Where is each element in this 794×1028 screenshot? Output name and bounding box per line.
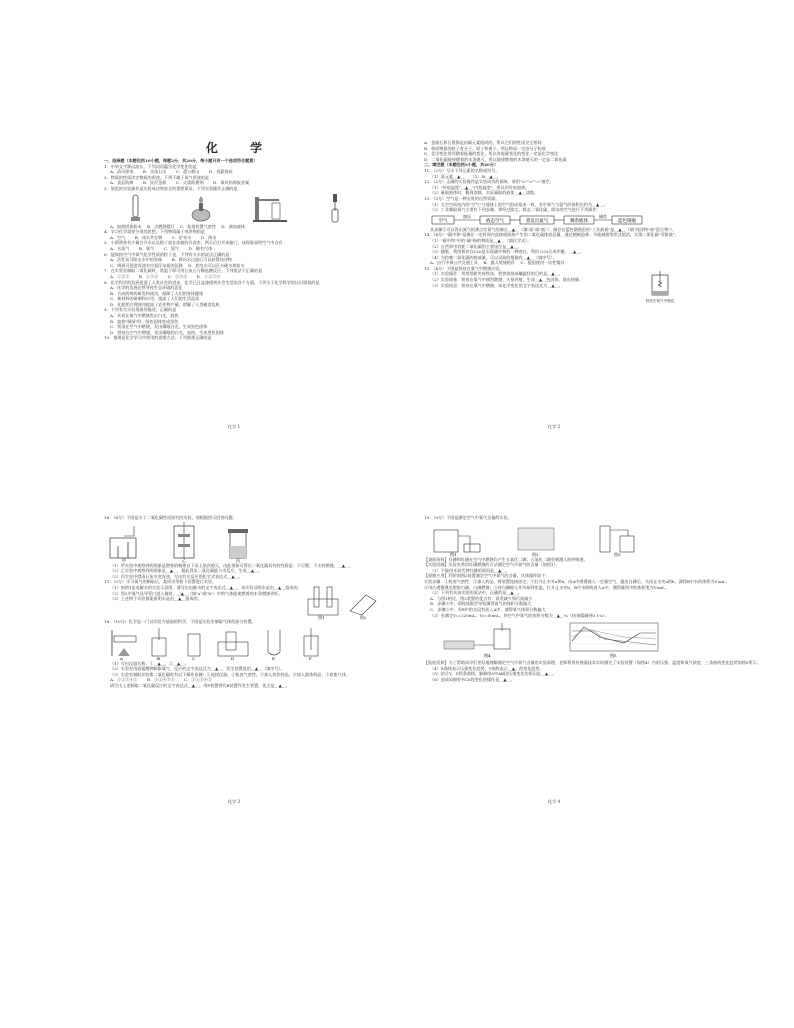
text-line: C．化学变化常伴随着能量的变化，所以有能量变化的变化一定是化学变化: [424, 151, 559, 157]
text-line: （1）"碳中和"中的"碳"指的物质是＿▲＿（填化学式）。: [430, 237, 532, 243]
text-line: 【实验回顾】实验室常用红磷燃烧的方法测定空气中氧气的含量（如图1）。: [424, 562, 560, 568]
figure-2: [518, 528, 554, 557]
figure-3: [600, 526, 634, 557]
svg-text:B: B: [157, 655, 160, 661]
text-line: 6．能保持空气中氧气化学性质的粒子是，下列有关水的说法正确的是: [104, 251, 230, 257]
text-line: （2）实验现象：铁丝在氧气中剧烈燃烧，火星四射，生成＿▲＿色固体，放出热量。: [430, 277, 584, 283]
text-line: A．清风徐来 B．水落石出 C．愚公移山 D．伐薪烧炭: [110, 169, 233, 175]
text-line: D．二氧化碳能使燃着的木条熄灭，所以能使燃着的木条熄灭的一定是二氧化碳: [424, 156, 567, 162]
exam-page-2: [424, 140, 684, 430]
iron-wire-figure: [636, 271, 684, 303]
question-15-block: [424, 271, 684, 303]
text-line: D．铁丝在空气中燃烧，发出耀眼的白光，放热，生成黑色固体: [110, 329, 224, 335]
apparatus-e: [268, 630, 280, 661]
svg-text:E: E: [272, 655, 275, 661]
text-line: 【原理应用】利用如图2装置测定空气中氧气的含量，具体操作如下：: [424, 573, 550, 579]
apparatus-b: [152, 628, 166, 661]
text-line: A．与图1相比，图2装置的优点有：误差减少和污染减少: [430, 595, 533, 601]
text-line: B．步骤④中，仰视读数会导致测得氧气的体积分数偏大: [430, 601, 532, 607]
electrolysis-figures: [302, 585, 382, 619]
diagram-step: 蓝色钢瓶: [618, 218, 636, 224]
text-line: 8．化学科学的发展促进了人类社会的进步，化学已日益渗透到社会生活的各个方面，下列关于化学科学的认识错误的是: [104, 279, 320, 285]
question-17-block: [104, 584, 367, 620]
text-line: A．水蒸气 B．氧气 C．氮气 D．稀有气体: [110, 245, 213, 251]
text-line: 17．（5分）学习氧气的制取后，某同学用如下装置进行实验。: [104, 579, 217, 585]
lab-figures: [104, 193, 364, 223]
text-line: 【拓展延伸】为了帮助同学们更好地理解测定空气中氧气含量的实验原理，老师利用传感器技术实时测定了实验装置（如图4）内的压强、温度和氧气浓度，三条曲线变化趋势如图5所示。: [424, 660, 761, 666]
svg-text:图2: 图2: [532, 551, 539, 557]
text-line: （2）乙实验中观察到的现象是＿▲＿，据此得出二氧化碳能与水反应，生成＿▲＿。: [110, 568, 263, 574]
oxygen-process-diagram: [430, 214, 680, 226]
airtight-check-figure: [252, 193, 290, 223]
figure-label: 图1: [317, 614, 325, 620]
gas-jar-icon: [645, 271, 675, 297]
svg-text:D: D: [231, 655, 235, 661]
text-line: （1）甲实验中观察到的现象是燃着的蜡烛自下而上依次熄灭，由此现象可得出二氧化碳具有的性质是：不可燃、不支持燃烧、＿▲＿。: [110, 562, 354, 568]
text-line: 10．推理是化学学习中常用的思维方法，下列推理正确的是: [104, 335, 212, 341]
text-line: A．空气 B．冰水共存物 C．矿泉水 D．海水: [110, 234, 217, 240]
figure-label: 丙: [236, 557, 240, 563]
text-line: 5．小莉将装有少量白开水以及橙子放在冰箱的冷冻室，两天后打开冰箱门，该现象说明空气中含有: [104, 240, 283, 246]
text-line: （2）实验室用高锰酸钾制取氧气，反应的文字表达式为＿▲＿，发生装置选用＿▲＿（填序号）。: [110, 666, 285, 672]
text-line: A．木炭在氧气中燃烧发出白光，放热: [110, 313, 179, 319]
text-line: 16．（4分）下图是关于二氧化碳性质探究的实验，请根据图示回答问题。: [104, 515, 237, 520]
text-line: （2）下列有关该实验的说法中，正确的是＿▲＿。: [430, 590, 522, 596]
svg-text:A: A: [120, 655, 123, 661]
diagram-step: 蒸发出氮气: [525, 218, 549, 224]
text-line: 1．中华文字源远流长，下列词语蕴含化学变化的是: [104, 163, 197, 169]
gas-apparatus-figures: [104, 626, 354, 660]
diagram-step: 剩余液体: [570, 218, 588, 224]
svg-text:图4: 图4: [484, 653, 491, 659]
text-line: 4．学习化学需要分类的思想，下列物质属于纯净物的是: [104, 229, 205, 235]
text-line: 11．（2分）写出下列元素的名称或符号。: [424, 167, 500, 173]
text-line: 14．（4分）"碳中和"是指在一定时间内直接或间接产生的二氧化碳排放总量，通过植树造林、节能减排等形式抵消，实现二氧化碳"零排放"。: [424, 232, 679, 238]
figure-label: 图2: [359, 614, 367, 620]
text-line: （3）上述两个实验都能说明水是由＿▲＿组成的。: [110, 596, 202, 602]
text-line: A．出行多乘公共交通工具 B．露天焚烧秸秆 C．提倡使用一次性餐具: [430, 260, 565, 266]
apparatus-f: [304, 628, 318, 661]
text-line: （2）图2中氧气从导管口进入量筒，＿▲＿（填"a"或"b"）中的气体能使燃着的木条燃烧更旺。: [110, 590, 283, 596]
text-line: （2）量取液体时，俯视读数，实际量取的液体＿▲＿读数。: [430, 190, 539, 196]
text-line: C．明矾可促进浑浊水中悬浮杂质的沉降 D．肥皂水可以区分硬水和软水: [110, 262, 245, 268]
text-line: 一、选择题（本题包括10小题，每题2分，共20分，每小题只有一个选项符合题意）: [104, 158, 258, 163]
text-line: A．金刚石和石墨都是由碳元素组成的，所以它们的性质完全相同: [424, 140, 542, 145]
page-footer: 化学 2: [547, 424, 561, 429]
text-line: （4）为控制二氧化碳的排放量，可以采取的措施有＿▲＿（填序号）。: [430, 254, 557, 260]
apparatus-c: [188, 634, 200, 661]
text-line: 从步骤②可以得出氮气的沸点比氧气的沸点＿▲＿（填"高"或"低"）；储存在蓝色钢瓶里的"工业液氧"是＿▲＿（填"纯净物"或"混合物"）。: [430, 226, 677, 232]
figure-label: 乙: [182, 557, 186, 563]
exam-page-1: [104, 140, 364, 430]
text-line: 二、填空题（本题包括9小题，共40分）: [424, 162, 499, 168]
text-line: 请写出上述制取二氧化碳反应的文字表达式＿▲＿。用F装置替代B装置作发生装置，优点是＿▲＿。: [110, 682, 290, 688]
experiment-c-figure: [216, 522, 266, 562]
text-line: （3）若测定V₁=220mL，V₂=50mL，则空气中氧气的体积分数为＿▲＿%（结果精确到0.1%）。: [430, 612, 609, 618]
alcohol-lamp-figure: [184, 193, 218, 223]
svg-text:图1: 图1: [450, 551, 457, 557]
test-tube-figure: [121, 193, 151, 223]
text-line: （1）氮元素＿▲＿ （2）Si＿▲＿。: [430, 173, 501, 179]
text-line: B．加热"铜绿"时，绿色固体变成黑色: [110, 318, 179, 324]
diagram-step: 液态空气: [486, 218, 504, 224]
experiment-a-figure: [104, 522, 154, 562]
text-line: （4）X曲线表示压强变化趋势，Y曲线表示＿▲＿的变化趋势。: [430, 665, 544, 671]
text-line: （2）工业制取氧气主要有下列步骤，将经过除尘、除去二氧化碳、除水的空气进行下列操作：: [430, 207, 601, 213]
dropper-figure: [323, 193, 347, 223]
page-footer: 化学 3: [227, 799, 241, 804]
text-line: 【查阅资料】白磷和红磷在空气中燃烧均产生五氧化二磷；五氧化二磷会刺激人的呼吸道。: [424, 556, 588, 562]
svg-text:图5: 图5: [610, 653, 617, 659]
svg-text:C: C: [192, 655, 196, 661]
text-line: 15．（4分）下图是铁丝在氧气中燃烧实验。: [424, 265, 504, 271]
question-17-text: [104, 585, 302, 619]
exam-page-4: [424, 515, 761, 805]
oxygen-content-figures: [424, 522, 674, 556]
text-line: （1）写出仪器名称：①＿▲＿，②＿▲＿。: [110, 660, 189, 666]
text-line: （3）捕集、利用和封存CO₂是实现碳中和的一种途径，利用 CO₂合成甲醇，＿▲＿。: [430, 249, 585, 255]
text-line: A．加热固体粉末 B．点燃酒精灯 C．检查装置气密性 D．滴加液体: [110, 223, 245, 229]
sensor-figures: [424, 619, 674, 659]
text-line: 3．规范的实验操作是实验成功和安全的重要保证，下列实验操作正确的是: [104, 185, 238, 191]
experiment-b-figure: [160, 522, 210, 562]
text-line: 2．物质的性质决定物质的用途，下列不属于氧气用途的是: [104, 174, 209, 180]
svg-text:图3: 图3: [614, 551, 621, 557]
text-line: C．镁条在空气中燃烧，发出耀眼白光，生成黑色固体: [110, 324, 208, 330]
text-line: （3）实验结论：铁丝在氧气中燃烧，该化学变化的文字表达式为＿▲＿。: [430, 282, 563, 288]
figure-caption: 铁丝在氧气中燃烧: [645, 299, 675, 304]
text-line: （6）造成X曲线中CD段变化的操作是＿▲＿。: [430, 676, 515, 682]
text-line: 实验步骤：①检查气密性；②加入药品，将装置连接固定；③打开止水夹a和b，向A中缓慢鼓入一定量空气，露出白磷后，关闭止水夹a和b，测得B中水的体积为V₁mL；: [424, 578, 730, 584]
text-line: A．①②③④⑤ B．①②④③⑤ C．②①③④⑤: [110, 677, 212, 683]
text-line: 13．（3分）空气是一种宝贵的自然资源。: [424, 195, 500, 201]
text-line: 12．（2分）正确的实验操作是实验成功的保障，请用"<"">""="填空。: [424, 179, 554, 185]
figure-5-chart: [570, 623, 658, 658]
text-line: （3）实验室制取并收集二氧化碳时有以下操作步骤：①连接仪器，②检查气密性，③加入块状药品，④加入液体药品，⑤收集气体。: [110, 671, 351, 677]
text-line: （1）"外焰温度"＿▲＿"内焰温度"，所以用外焰加热。: [430, 184, 530, 190]
text-line: （3）丙实验中澄清石灰水变浑浊，写出有关反应的化学式表达式＿▲＿。: [110, 573, 243, 579]
text-line: （1）实验操作：用坩埚钳夹持铁丝，把铁丝绕成螺旋状的目的是＿▲＿。: [430, 271, 563, 277]
diagram-arrow-label: 加压: [463, 213, 471, 219]
text-line: C．步骤⑤中，若B中的水没有流入A中，测得氧气体积分数偏大: [430, 606, 546, 612]
apparatus-a: [112, 630, 136, 661]
text-line: 18．（10分）化学是一门以实验为基础的科学，下图是实验室制取气体的部分装置。: [104, 618, 256, 624]
text-line: A．化学的发展必然导致生态环境的恶化: [110, 285, 183, 291]
diagram-step: 空气: [438, 218, 448, 224]
diagram-arrow-label: 储存: [599, 213, 607, 219]
text-line: （1）不能用木炭代替红磷的原因是＿▲＿。: [430, 567, 510, 573]
text-line: B．构成物质的粒子有分子、原子和离子，所以物质一定由分子构成: [424, 145, 546, 151]
text-line: 19．（9分）下图是测定空气中氧气含量的实验。: [424, 515, 512, 520]
text-line: A．食品防腐 B．医疗急救 C．火箭助燃剂 D．氧炔焰焊接金属: [110, 180, 250, 186]
figure-1: [434, 530, 480, 557]
text-line: （1）如图1是电解水的实验示意图，请写出电解水的文字表达式＿▲＿，该实验证明水是由＿▲＿组成的。: [110, 584, 302, 590]
text-line: ④用凸透镜聚光照射白磷，白磷燃烧；⑤待白磷熄灭并冷却到室温，打开止水夹b，B中水倒吸进入A中，测得量筒中的体积变为V₂mL。: [424, 584, 669, 590]
co2-experiment-figures: [104, 522, 364, 562]
text-line: （2）自然界中消耗二氧化碳的主要途径是＿▲＿。: [430, 243, 522, 249]
text-line: 7．在实验室制取二氧化碳时，常温下即可用石灰石与稀盐酸反应，下列说法不正确的是: [104, 268, 263, 274]
figure-4: [444, 623, 510, 658]
page-footer: 化学 1: [227, 424, 241, 429]
apparatus-d: [218, 632, 248, 661]
page-title: 化 学: [205, 141, 277, 155]
svg-text:F: F: [309, 655, 312, 661]
text-line: D．化肥的合理使用提高了农作物产量，缓解了人类粮食危机: [110, 301, 220, 307]
page-footer: 化学 4: [547, 799, 561, 804]
question-15-text: [424, 271, 636, 303]
text-line: 9．下列有关实验现象的描述，正确的是: [104, 307, 177, 313]
text-line: B．合成药物的研发和使用，保障了人们的身体健康: [110, 290, 204, 296]
text-line: （1）太空空间站内的"空气"与地球上的空气组成基本一致，其中氧气与氮气的体积比约为＿▲＿。: [430, 201, 608, 207]
text-line: C．新材料的研制和应用，提高了人们的生活品质: [110, 296, 200, 302]
exam-page-3: [104, 515, 367, 805]
text-line: （5）结合Y、Z两条曲线，解释图5中AB段压强变化的原因是＿▲＿。: [430, 671, 557, 677]
text-line: A．活性炭可除去水中的异味 B．将河水过滤后可以获得纯净物: [110, 257, 232, 263]
text-line: A．①②③ B．①③④ C．②③④ D．①②③④: [110, 273, 221, 279]
figure-label: 甲: [122, 557, 126, 563]
